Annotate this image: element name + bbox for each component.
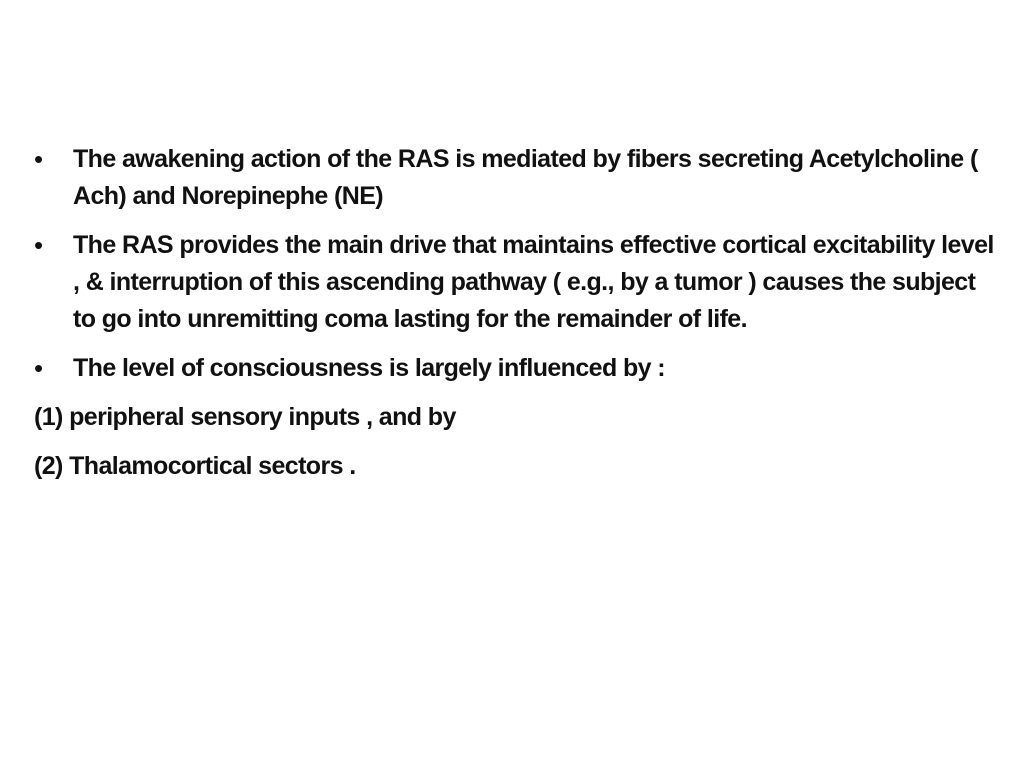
bullet-text: The level of consciousness is largely influenced by : <box>73 354 666 382</box>
bullet-list <box>34 141 994 387</box>
numbered-line: (2) Thalamocortical sectors . <box>34 452 356 480</box>
bullet-item <box>34 141 994 215</box>
bullet-icon: • <box>34 230 43 260</box>
numbered-line: (1) peripheral sensory inputs , and by <box>34 403 456 431</box>
slide-body <box>34 141 994 497</box>
bullet-icon: • <box>34 144 43 174</box>
bullet-item <box>34 227 994 338</box>
bullet-item <box>34 350 994 387</box>
bullet-text: The awakening action of the RAS is mediated by fibers secreting Acetylcholine ( Ach) and Norepinephe (NE) <box>73 145 978 210</box>
bullet-text: The RAS provides the main drive that maintains effective cortical excitability level , & interruption of this ascending pathway ( e.g., by a tumor ) causes the subject to go into unremitting coma lasting for the remainder of life. <box>73 231 994 333</box>
bullet-icon: • <box>34 353 43 383</box>
